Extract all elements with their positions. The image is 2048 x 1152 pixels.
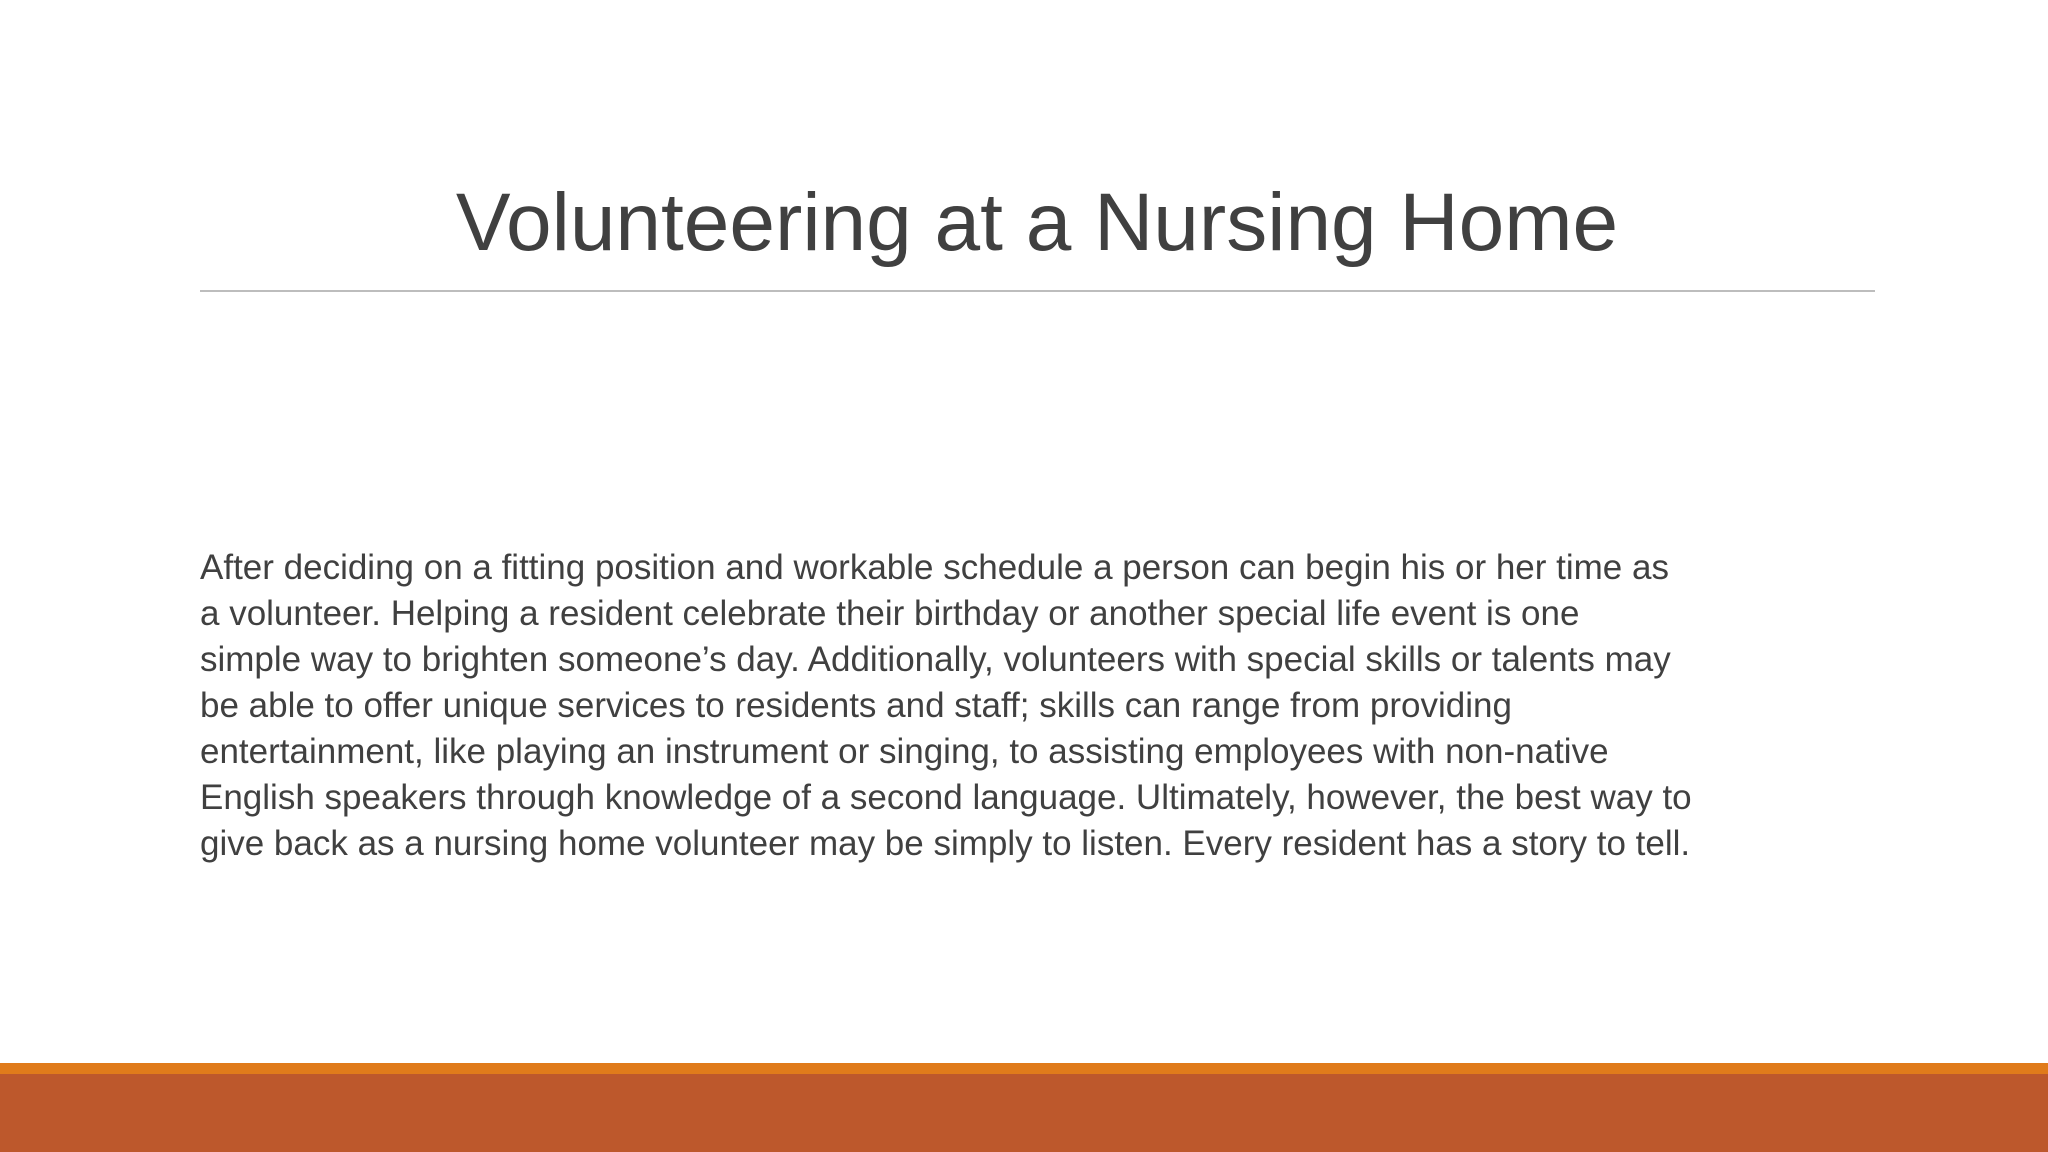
body-line: After deciding on a fitting position and workable schedule a person can begin his or her time as bbox=[200, 548, 1669, 587]
title-divider bbox=[200, 290, 1875, 292]
body-line: give back as a nursing home volunteer may be simply to listen. Every resident has a story to tell. bbox=[200, 824, 1691, 863]
body-paragraph bbox=[200, 545, 1890, 867]
body-line: simple way to brighten someone’s day. Additionally, volunteers with special skills or talents may bbox=[200, 640, 1671, 679]
footer-accent-stripe bbox=[0, 1063, 2048, 1074]
body-line: English speakers through knowledge of a second language. Ultimately, however, the best way to bbox=[200, 778, 1692, 817]
body-line: a volunteer. Helping a resident celebrate their birthday or another special life event is one bbox=[200, 594, 1580, 633]
footer-band bbox=[0, 1074, 2048, 1152]
body-line: be able to offer unique services to residents and staff; skills can range from providing bbox=[200, 686, 1512, 725]
slide-title: Volunteering at a Nursing Home bbox=[455, 177, 1619, 268]
body-line: entertainment, like playing an instrument or singing, to assisting employees with non-native bbox=[200, 732, 1609, 771]
